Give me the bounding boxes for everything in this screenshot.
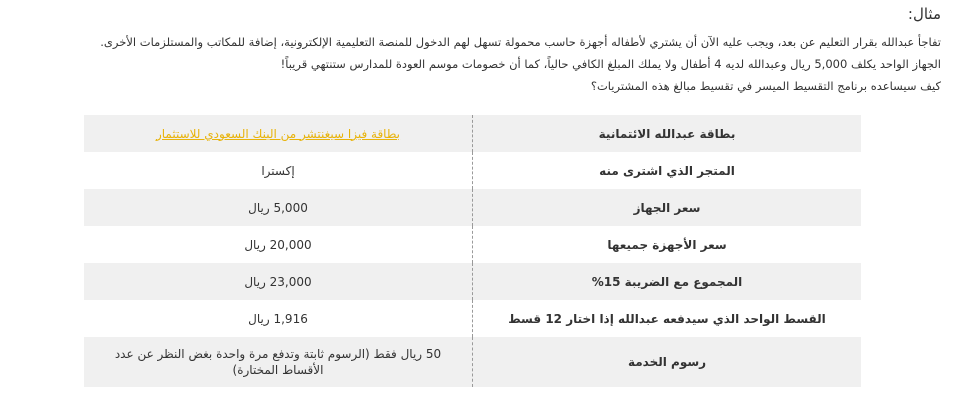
row-label-card: بطاقة عبدالله الائتمانية: [473, 115, 862, 152]
table-row: [84, 300, 861, 337]
row-label-store: المتجر الذي اشترى منه: [473, 152, 862, 189]
table-row: [84, 189, 861, 226]
row-value-monthly-installment: 1,916 ريال: [84, 300, 473, 337]
row-value-service-fee: [84, 337, 473, 387]
example-paragraph-3: كيف سيساعده برنامج التقسيط الميسر في تقسيط مبالغ هذه المشتريات؟: [590, 79, 941, 93]
example-paragraph-2: الجهاز الواحد يكلف 5,000 ريال وعبدالله لديه 4 أطفال ولا يملك المبلغ الكافي حالياً، كما أن خصومات موسم العودة للمدارس ستنتهي قريباً!: [280, 57, 941, 71]
row-value-card: [84, 115, 473, 152]
table-row: [84, 263, 861, 300]
row-value-total-with-tax: 23,000 ريال: [84, 263, 473, 300]
service-fee-text: 50 ريال فقط (الرسوم ثابتة وتدفع مرة واحدة بغض النظر عن عدد الأقساط المختارة): [114, 347, 442, 377]
row-label-monthly-installment: القسط الواحد الذي سيدفعه عبدالله إذا اختار 12 قسط: [473, 300, 862, 337]
row-value-all-devices-price: 20,000 ريال: [84, 226, 473, 263]
table-row: [84, 226, 861, 263]
table-row: [84, 115, 861, 152]
example-heading: مثال:: [907, 5, 941, 23]
row-label-total-with-tax: المجموع مع الضريبة 15%: [473, 263, 862, 300]
row-value-device-price: 5,000 ريال: [84, 189, 473, 226]
row-value-store: إكسترا: [84, 152, 473, 189]
table-row: [84, 337, 861, 387]
row-label-all-devices-price: سعر الأجهزة جميعها: [473, 226, 862, 263]
row-label-device-price: سعر الجهاز: [473, 189, 862, 226]
row-label-service-fee: رسوم الخدمة: [473, 337, 862, 387]
example-paragraph-1: تفاجأ عبدالله بقرار التعليم عن بعد، ويجب عليه الآن أن يشتري لأطفاله أجهزة حاسب محمولة تسهل لهم الدخول للمنصة التعليمية الإلكترونية، إضافة للمكاتب والمستلزمات الأخرى.: [100, 35, 941, 49]
visa-signature-card-link[interactable]: بطاقة فيزا سيغنتشر من البنك السعودي للاستثمار: [155, 126, 401, 141]
table-row: [84, 152, 861, 189]
installment-example-table: [84, 115, 861, 387]
